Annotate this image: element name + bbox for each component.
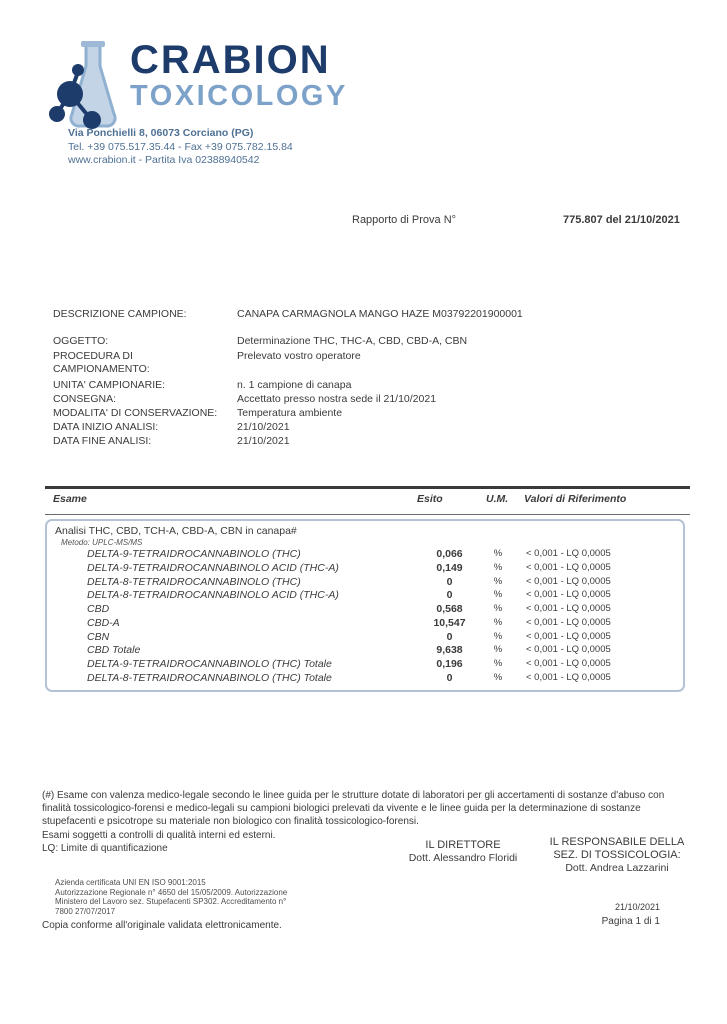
logo-subtitle: TOXICOLOGY bbox=[130, 80, 348, 112]
table-row bbox=[47, 672, 683, 686]
analysis-group-title: Analisi THC, CBD, TCH-A, CBD-A, CBN in canapa# bbox=[55, 525, 297, 537]
field-value: n. 1 campione di canapa bbox=[237, 379, 352, 391]
field-label: DATA INIZIO ANALISI: bbox=[53, 421, 159, 433]
director-signature-block bbox=[393, 839, 533, 865]
responsible-signature-block bbox=[536, 836, 698, 875]
electronic-copy-note: Copia conforme all'originale validata elettronicamente. bbox=[42, 920, 282, 931]
reference-values: < 0,001 - LQ 0,0005 bbox=[526, 631, 611, 642]
reference-values: < 0,001 - LQ 0,0005 bbox=[526, 589, 611, 600]
certification-line: Azienda certificata UNI EN ISO 9001:2015 bbox=[55, 878, 206, 887]
unit: % bbox=[493, 631, 503, 642]
address-phone: Tel. +39 075.517.35.44 - Fax +39 075.782.15.84 bbox=[68, 140, 293, 153]
field-label: MODALITA' DI CONSERVAZIONE: bbox=[53, 407, 218, 419]
logo-title: CRABION bbox=[130, 38, 331, 82]
reference-values: < 0,001 - LQ 0,0005 bbox=[526, 576, 611, 587]
reference-values: < 0,001 - LQ 0,0005 bbox=[526, 617, 611, 628]
unit: % bbox=[493, 644, 503, 655]
report-date: 21/10/2021 bbox=[614, 902, 660, 912]
field-row bbox=[53, 393, 673, 406]
table-row bbox=[47, 603, 683, 617]
result-value: 0 bbox=[446, 589, 453, 601]
field-row bbox=[53, 335, 673, 348]
reference-values: < 0,001 - LQ 0,0005 bbox=[526, 548, 611, 559]
unit: % bbox=[493, 576, 503, 587]
analyte-name: DELTA-9-TETRAIDROCANNABINOLO ACID (THC-A) bbox=[87, 562, 339, 574]
field-label: DATA FINE ANALISI: bbox=[53, 435, 152, 447]
result-value: 0,196 bbox=[436, 658, 463, 670]
reference-values: < 0,001 - LQ 0,0005 bbox=[526, 672, 611, 683]
result-value: 0,149 bbox=[436, 562, 463, 574]
table-row bbox=[47, 576, 683, 590]
field-row bbox=[53, 308, 673, 321]
certification-block bbox=[55, 878, 287, 916]
field-label: PROCEDURA DI CAMPIONAMENTO: bbox=[53, 350, 150, 375]
column-header-esame: Esame bbox=[53, 493, 87, 505]
field-value: Accettato presso nostra sede il 21/10/2021 bbox=[237, 393, 437, 405]
table-top-rule bbox=[45, 486, 690, 489]
field-row bbox=[53, 421, 673, 434]
quality-control-note: Esami soggetti a controlli di qualità interni ed esterni. bbox=[42, 830, 276, 841]
field-label: CONSEGNA: bbox=[53, 393, 117, 405]
field-label: OGGETTO: bbox=[53, 335, 109, 347]
result-value: 0 bbox=[446, 631, 453, 643]
field-value: 21/10/2021 bbox=[237, 435, 290, 447]
responsible-name: Dott. Andrea Lazzarini bbox=[565, 862, 669, 874]
company-address bbox=[68, 127, 293, 168]
reference-values: < 0,001 - LQ 0,0005 bbox=[526, 562, 611, 573]
analyte-name: DELTA-9-TETRAIDROCANNABINOLO (THC) bbox=[87, 548, 301, 560]
result-value: 0 bbox=[446, 576, 453, 588]
address-street: Via Ponchielli 8, 06073 Corciano (PG) bbox=[68, 127, 254, 139]
reference-values: < 0,001 - LQ 0,0005 bbox=[526, 644, 611, 655]
unit: % bbox=[493, 672, 503, 683]
logo-wordmark bbox=[130, 40, 348, 111]
field-value: Determinazione THC, THC-A, CBD, CBD-A, CBN bbox=[237, 335, 468, 347]
column-header-riferimento: Valori di Riferimento bbox=[524, 493, 627, 505]
certification-line: Ministero del Lavoro sez. Stupefacenti SP302. Accreditamento n° bbox=[55, 897, 287, 906]
result-value: 10,547 bbox=[433, 617, 466, 629]
unit: % bbox=[493, 617, 503, 628]
field-label: UNITA' CAMPIONARIE: bbox=[53, 379, 166, 391]
analyte-name: DELTA-8-TETRAIDROCANNABINOLO ACID (THC-A) bbox=[87, 589, 339, 601]
field-row bbox=[53, 435, 673, 448]
analyte-name: DELTA-8-TETRAIDROCANNABINOLO (THC) bbox=[87, 576, 301, 588]
results-table bbox=[45, 519, 685, 692]
flask-molecule-icon bbox=[48, 36, 132, 140]
director-name: Dott. Alessandro Floridi bbox=[408, 852, 518, 864]
analyte-name: DELTA-8-TETRAIDROCANNABINOLO (THC) Totale bbox=[87, 672, 332, 684]
field-value: CANAPA CARMAGNOLA MANGO HAZE M03792201900001 bbox=[237, 308, 523, 320]
field-value: 21/10/2021 bbox=[237, 421, 290, 433]
result-value: 0 bbox=[446, 672, 453, 684]
lq-definition-note: LQ: Limite di quantificazione bbox=[42, 843, 168, 854]
page-number: Pagina 1 di 1 bbox=[601, 916, 660, 927]
table-row bbox=[47, 562, 683, 576]
report-number: 775.807 del 21/10/2021 bbox=[563, 214, 680, 226]
responsible-title-line1: IL RESPONSABILE DELLA bbox=[549, 836, 685, 848]
result-value: 9,638 bbox=[436, 644, 463, 656]
field-value: Temperatura ambiente bbox=[237, 407, 343, 419]
report-label: Rapporto di Prova N° bbox=[352, 214, 457, 226]
result-value: 0,066 bbox=[436, 548, 463, 560]
table-row bbox=[47, 644, 683, 658]
unit: % bbox=[493, 562, 503, 573]
table-row bbox=[47, 589, 683, 603]
field-row bbox=[53, 350, 673, 376]
table-header-rule bbox=[45, 514, 690, 515]
analyte-name: DELTA-9-TETRAIDROCANNABINOLO (THC) Totale bbox=[87, 658, 332, 670]
analyte-name: CBN bbox=[87, 631, 110, 643]
result-value: 0,568 bbox=[436, 603, 463, 615]
medico-legal-note: (#) Esame con valenza medico-legale secondo le linee guida per le strutture dotate di laboratori per gli accertamenti di sostanze d'abuso con finalità tossicologico-forensi e medico-legali su campioni biologici prelevati da vivente e le linee guida per la determinazione di sostanze stupefacenti e psicotrope su materiale non biologico con finalità tossicologico-forensi. bbox=[42, 790, 665, 827]
unit: % bbox=[493, 589, 503, 600]
responsible-title-line2: SEZ. DI TOSSICOLOGIA: bbox=[553, 849, 681, 861]
unit: % bbox=[493, 548, 503, 559]
analyte-name: CBD Totale bbox=[87, 644, 141, 656]
field-row bbox=[53, 379, 673, 392]
table-row bbox=[47, 631, 683, 645]
table-row bbox=[47, 548, 683, 562]
unit: % bbox=[493, 658, 503, 669]
column-header-esito: Esito bbox=[417, 493, 443, 505]
certification-line: 7800 27/07/2017 bbox=[55, 906, 116, 916]
address-web: www.crabion.it - Partita Iva 02388940542 bbox=[68, 154, 260, 166]
field-label: DESCRIZIONE CAMPIONE: bbox=[53, 308, 187, 320]
unit: % bbox=[493, 603, 503, 614]
reference-values: < 0,001 - LQ 0,0005 bbox=[526, 658, 611, 669]
analyte-name: CBD bbox=[87, 603, 110, 615]
column-header-um: U.M. bbox=[486, 493, 509, 505]
field-value: Prelevato vostro operatore bbox=[237, 350, 361, 362]
reference-values: < 0,001 - LQ 0,0005 bbox=[526, 603, 611, 614]
table-row bbox=[47, 617, 683, 631]
director-title: IL DIRETTORE bbox=[425, 839, 501, 851]
certification-line: Autorizzazione Regionale n° 4650 del 15/05/2009. Autorizzazione bbox=[55, 887, 288, 897]
table-row bbox=[47, 658, 683, 672]
analysis-method: Metodo: UPLC-MS/MS bbox=[61, 538, 143, 547]
field-row bbox=[53, 407, 673, 420]
analyte-name: CBD-A bbox=[87, 617, 120, 629]
